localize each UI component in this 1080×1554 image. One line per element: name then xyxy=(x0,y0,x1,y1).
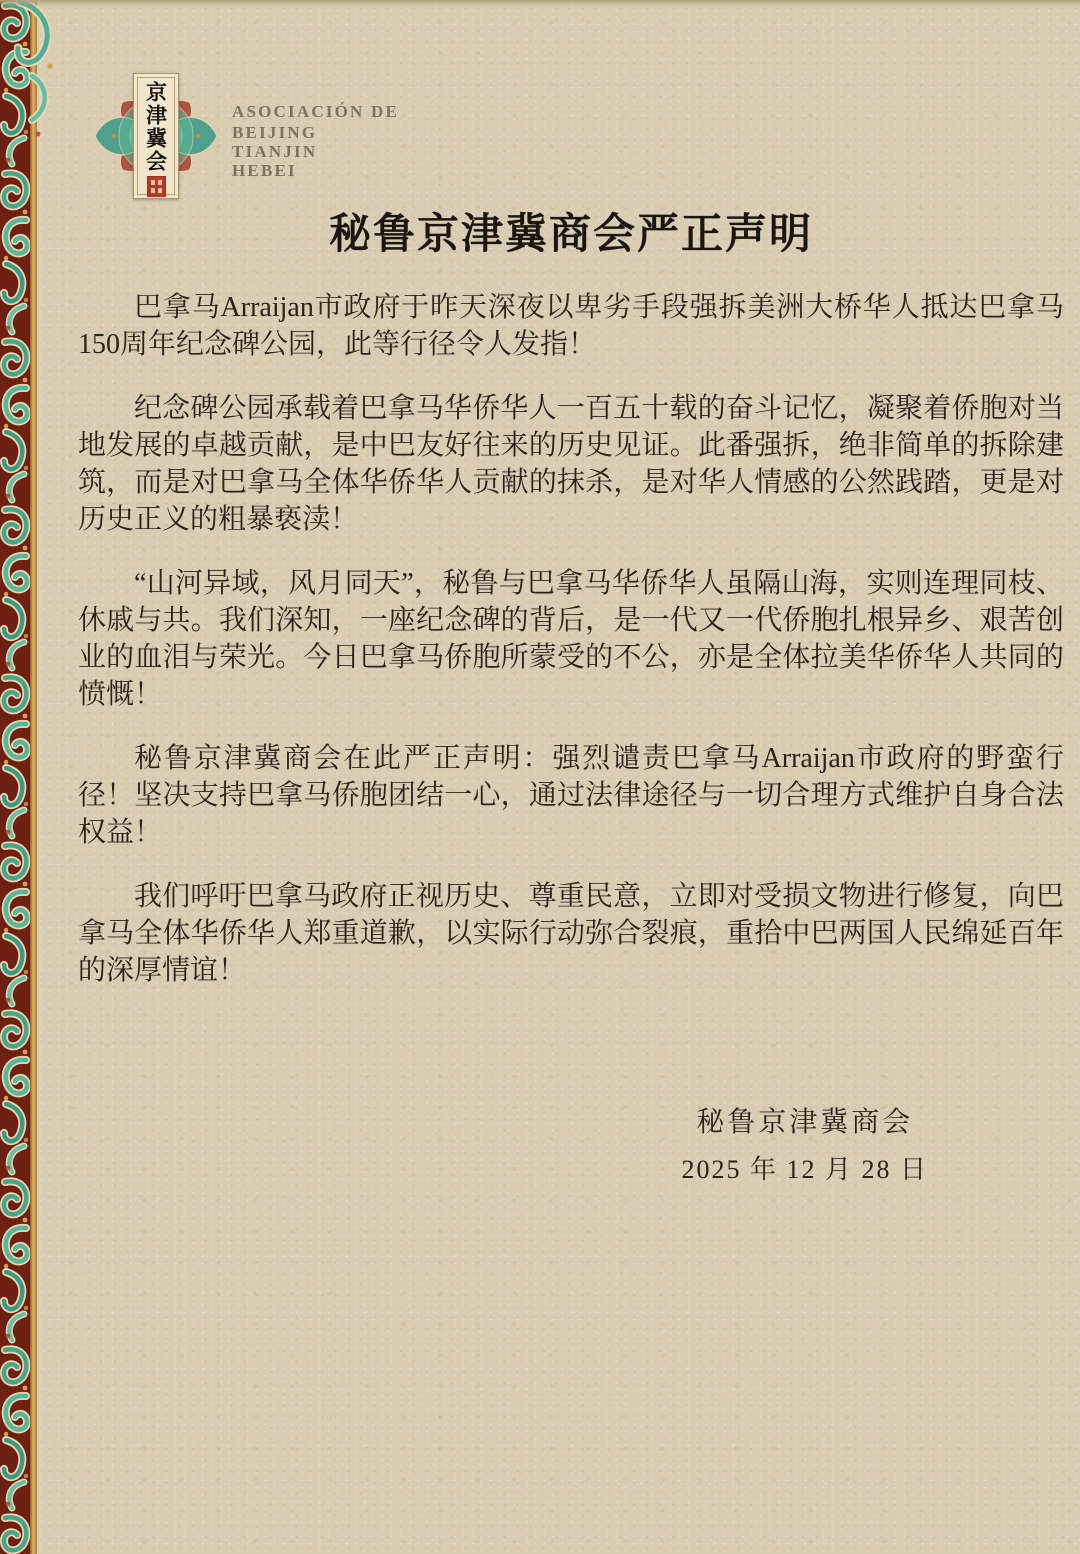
border-floral-pattern xyxy=(0,0,31,1554)
paragraph-2: 纪念碑公园承载着巴拿马华侨华人一百五十载的奋斗记忆，凝聚着侨胞对当地发展的卓越贡献，是中巴友好往来的历史见证。此番强拆，绝非简单的拆除建筑，而是对巴拿马全体华侨华人贡献的抹杀，是对华人情感的公然践踏，更是对历史正义的粗暴亵渎！ xyxy=(78,393,1064,535)
signature-organization: 秘鲁京津冀商会 xyxy=(696,1107,914,1138)
org-name-line: HEBEI xyxy=(232,161,297,180)
paragraph-3: “山河异域，风月同天”，秘鲁与巴拿马华侨华人虽隔山海，实则连理同枝、休戚与共。我们深知，一座纪念碑的背后，是一代又一代侨胞扎根异乡、艰苦创业的血泪与荣光。今日巴拿马侨胞所蒙受的不公，亦是全体拉美华侨华人共同的愤慨！ xyxy=(78,568,1064,710)
org-name-line: ASOCIACIÓN DE xyxy=(232,102,399,121)
paragraph-1: 巴拿马Arraijan市政府于昨天深夜以卑劣手段强拆美洲大桥华人抵达巴拿马150周年纪念碑公园，此等行径令人发指！ xyxy=(78,292,1064,360)
document-title: 秘鲁京津冀商会严正声明 xyxy=(328,209,813,258)
paragraph-4: 秘鲁京津冀商会在此严正声明：强烈谴责巴拿马Arraijan市政府的野蛮行径！坚决支持巴拿马侨胞团结一心，通过法律途径与一切合理方式维护自身合法权益！ xyxy=(78,743,1064,848)
logo-scroll-text: 京津冀会 xyxy=(143,81,169,173)
association-logo xyxy=(94,70,218,202)
logo-seal-icon xyxy=(148,177,165,196)
org-name-line: TIANJIN xyxy=(232,142,318,161)
signature-block xyxy=(681,1100,928,1186)
association-name xyxy=(232,70,399,202)
document-body xyxy=(78,289,1064,1016)
decorative-left-border xyxy=(0,0,37,1554)
signature-date: 2025 年 12 月 28 日 xyxy=(681,1155,928,1184)
logo-scroll-plaque xyxy=(133,73,179,199)
org-name-line: BEIJING xyxy=(232,123,318,142)
letterhead xyxy=(94,70,399,202)
border-gold-line xyxy=(30,0,37,1554)
paragraph-5: 我们呼吁巴拿马政府正视历史、尊重民意，立即对受损文物进行修复，向巴拿马全体华侨华人郑重道歉，以实际行动弥合裂痕，重拾中巴两国人民绵延百年的深厚情谊！ xyxy=(78,881,1064,986)
